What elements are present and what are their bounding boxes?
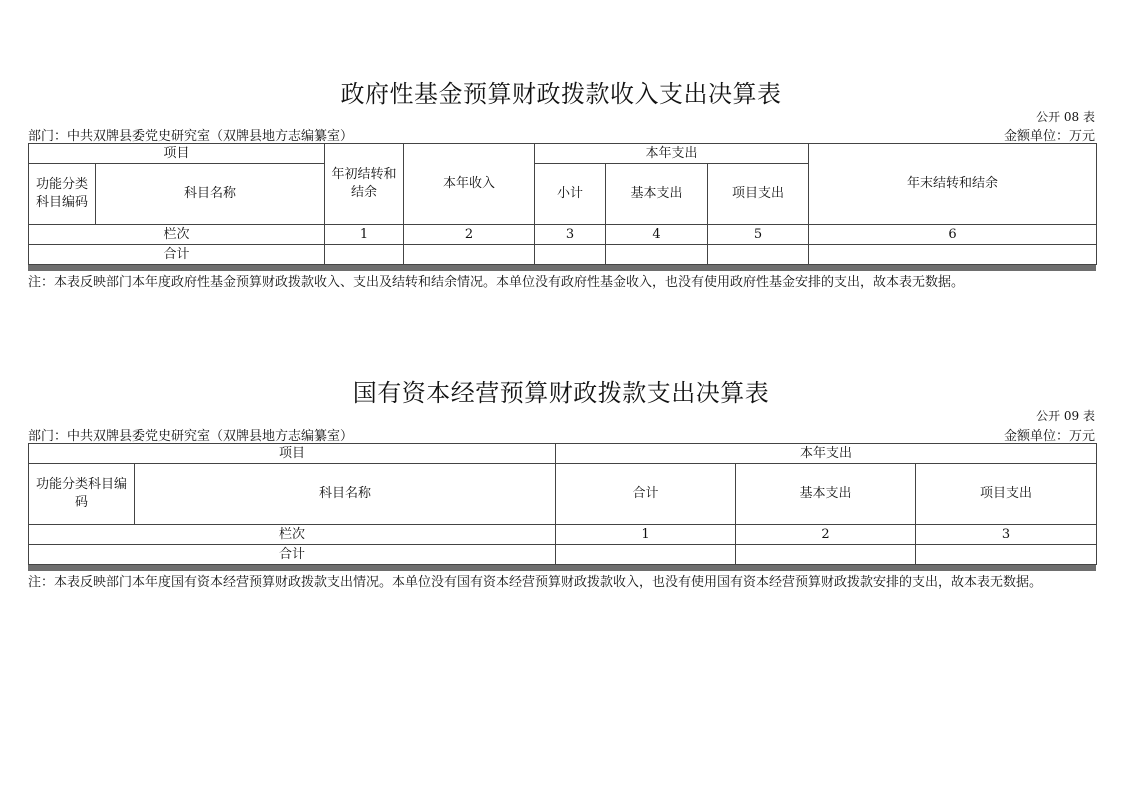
header-item: 项目: [29, 444, 556, 464]
total-cell: [708, 245, 809, 265]
col-number-label: 栏次: [29, 225, 325, 245]
total-row: [29, 545, 1097, 565]
col-number-row: [29, 225, 1097, 245]
total-cell: [736, 545, 916, 565]
table2-department: 部门：中共双牌县委党史研究室（双牌县地方志编纂室）: [28, 429, 354, 444]
total-row: [29, 245, 1097, 265]
header-subject-name: 科目名称: [135, 464, 556, 525]
total-label: 合计: [29, 545, 556, 565]
table1-grid: [28, 143, 1097, 265]
header-expense-group: 本年支出: [556, 444, 1097, 464]
header-func-code: 功能分类 科目编码: [29, 164, 96, 225]
header-basic: 基本支出: [736, 464, 916, 525]
col-number-cell: 3: [916, 525, 1097, 545]
header-subject-name: 科目名称: [96, 164, 325, 225]
col-number-cell: 5: [708, 225, 809, 245]
header-basic: 基本支出: [606, 164, 708, 225]
total-cell: [404, 245, 535, 265]
total-cell: [535, 245, 606, 265]
total-cell: [606, 245, 708, 265]
table1-bottom-bar: [28, 265, 1096, 271]
col-number-cell: 2: [404, 225, 535, 245]
total-label: 合计: [29, 245, 325, 265]
col-number-cell: 6: [809, 225, 1097, 245]
header-project: 项目支出: [708, 164, 809, 225]
header-func-code: 功能分类科目编 码: [29, 464, 135, 525]
table1-code: 公开 08 表: [1036, 110, 1095, 124]
col-number-cell: 1: [325, 225, 404, 245]
header-end-balance: 年末结转和结余: [809, 144, 1097, 225]
table2-title: 国有资本经营预算财政拨款支出决算表: [352, 379, 770, 407]
col-number-row: [29, 525, 1097, 545]
table2-note: 注：本表反映部门本年度国有资本经营预算财政拨款支出情况。本单位没有国有资本经营预算财政拨款收入，也没有使用国有资本经营预算财政拨款安排的支出，故本表无数据。: [28, 575, 1043, 590]
header-item: 项目: [29, 144, 325, 164]
col-number-cell: 3: [535, 225, 606, 245]
table2-bottom-bar: [28, 565, 1096, 571]
table1-title: 政府性基金预算财政拨款收入支出决算表: [340, 80, 782, 108]
table1-department: 部门：中共双牌县委党史研究室（双牌县地方志编纂室）: [28, 129, 354, 144]
header-project: 项目支出: [916, 464, 1097, 525]
col-number-label: 栏次: [29, 525, 556, 545]
total-cell: [916, 545, 1097, 565]
total-cell: [809, 245, 1097, 265]
col-number-cell: 2: [736, 525, 916, 545]
total-cell: [325, 245, 404, 265]
header-begin-balance: 年初结转和 结余: [325, 144, 404, 225]
col-number-cell: 4: [606, 225, 708, 245]
header-income: 本年收入: [404, 144, 535, 225]
table2-code: 公开 09 表: [1036, 409, 1095, 423]
header-total: 合计: [556, 464, 736, 525]
header-expense-group: 本年支出: [535, 144, 809, 164]
table1-unit: 金额单位：万元: [1003, 129, 1095, 144]
table2-unit: 金额单位：万元: [1003, 429, 1095, 444]
table1-note: 注：本表反映部门本年度政府性基金预算财政拨款收入、支出及结转和结余情况。本单位没有政府性基金收入，也没有使用政府性基金安排的支出，故本表无数据。: [28, 275, 965, 290]
header-subtotal: 小计: [535, 164, 606, 225]
total-cell: [556, 545, 736, 565]
table2-grid: [28, 443, 1097, 565]
col-number-cell: 1: [556, 525, 736, 545]
